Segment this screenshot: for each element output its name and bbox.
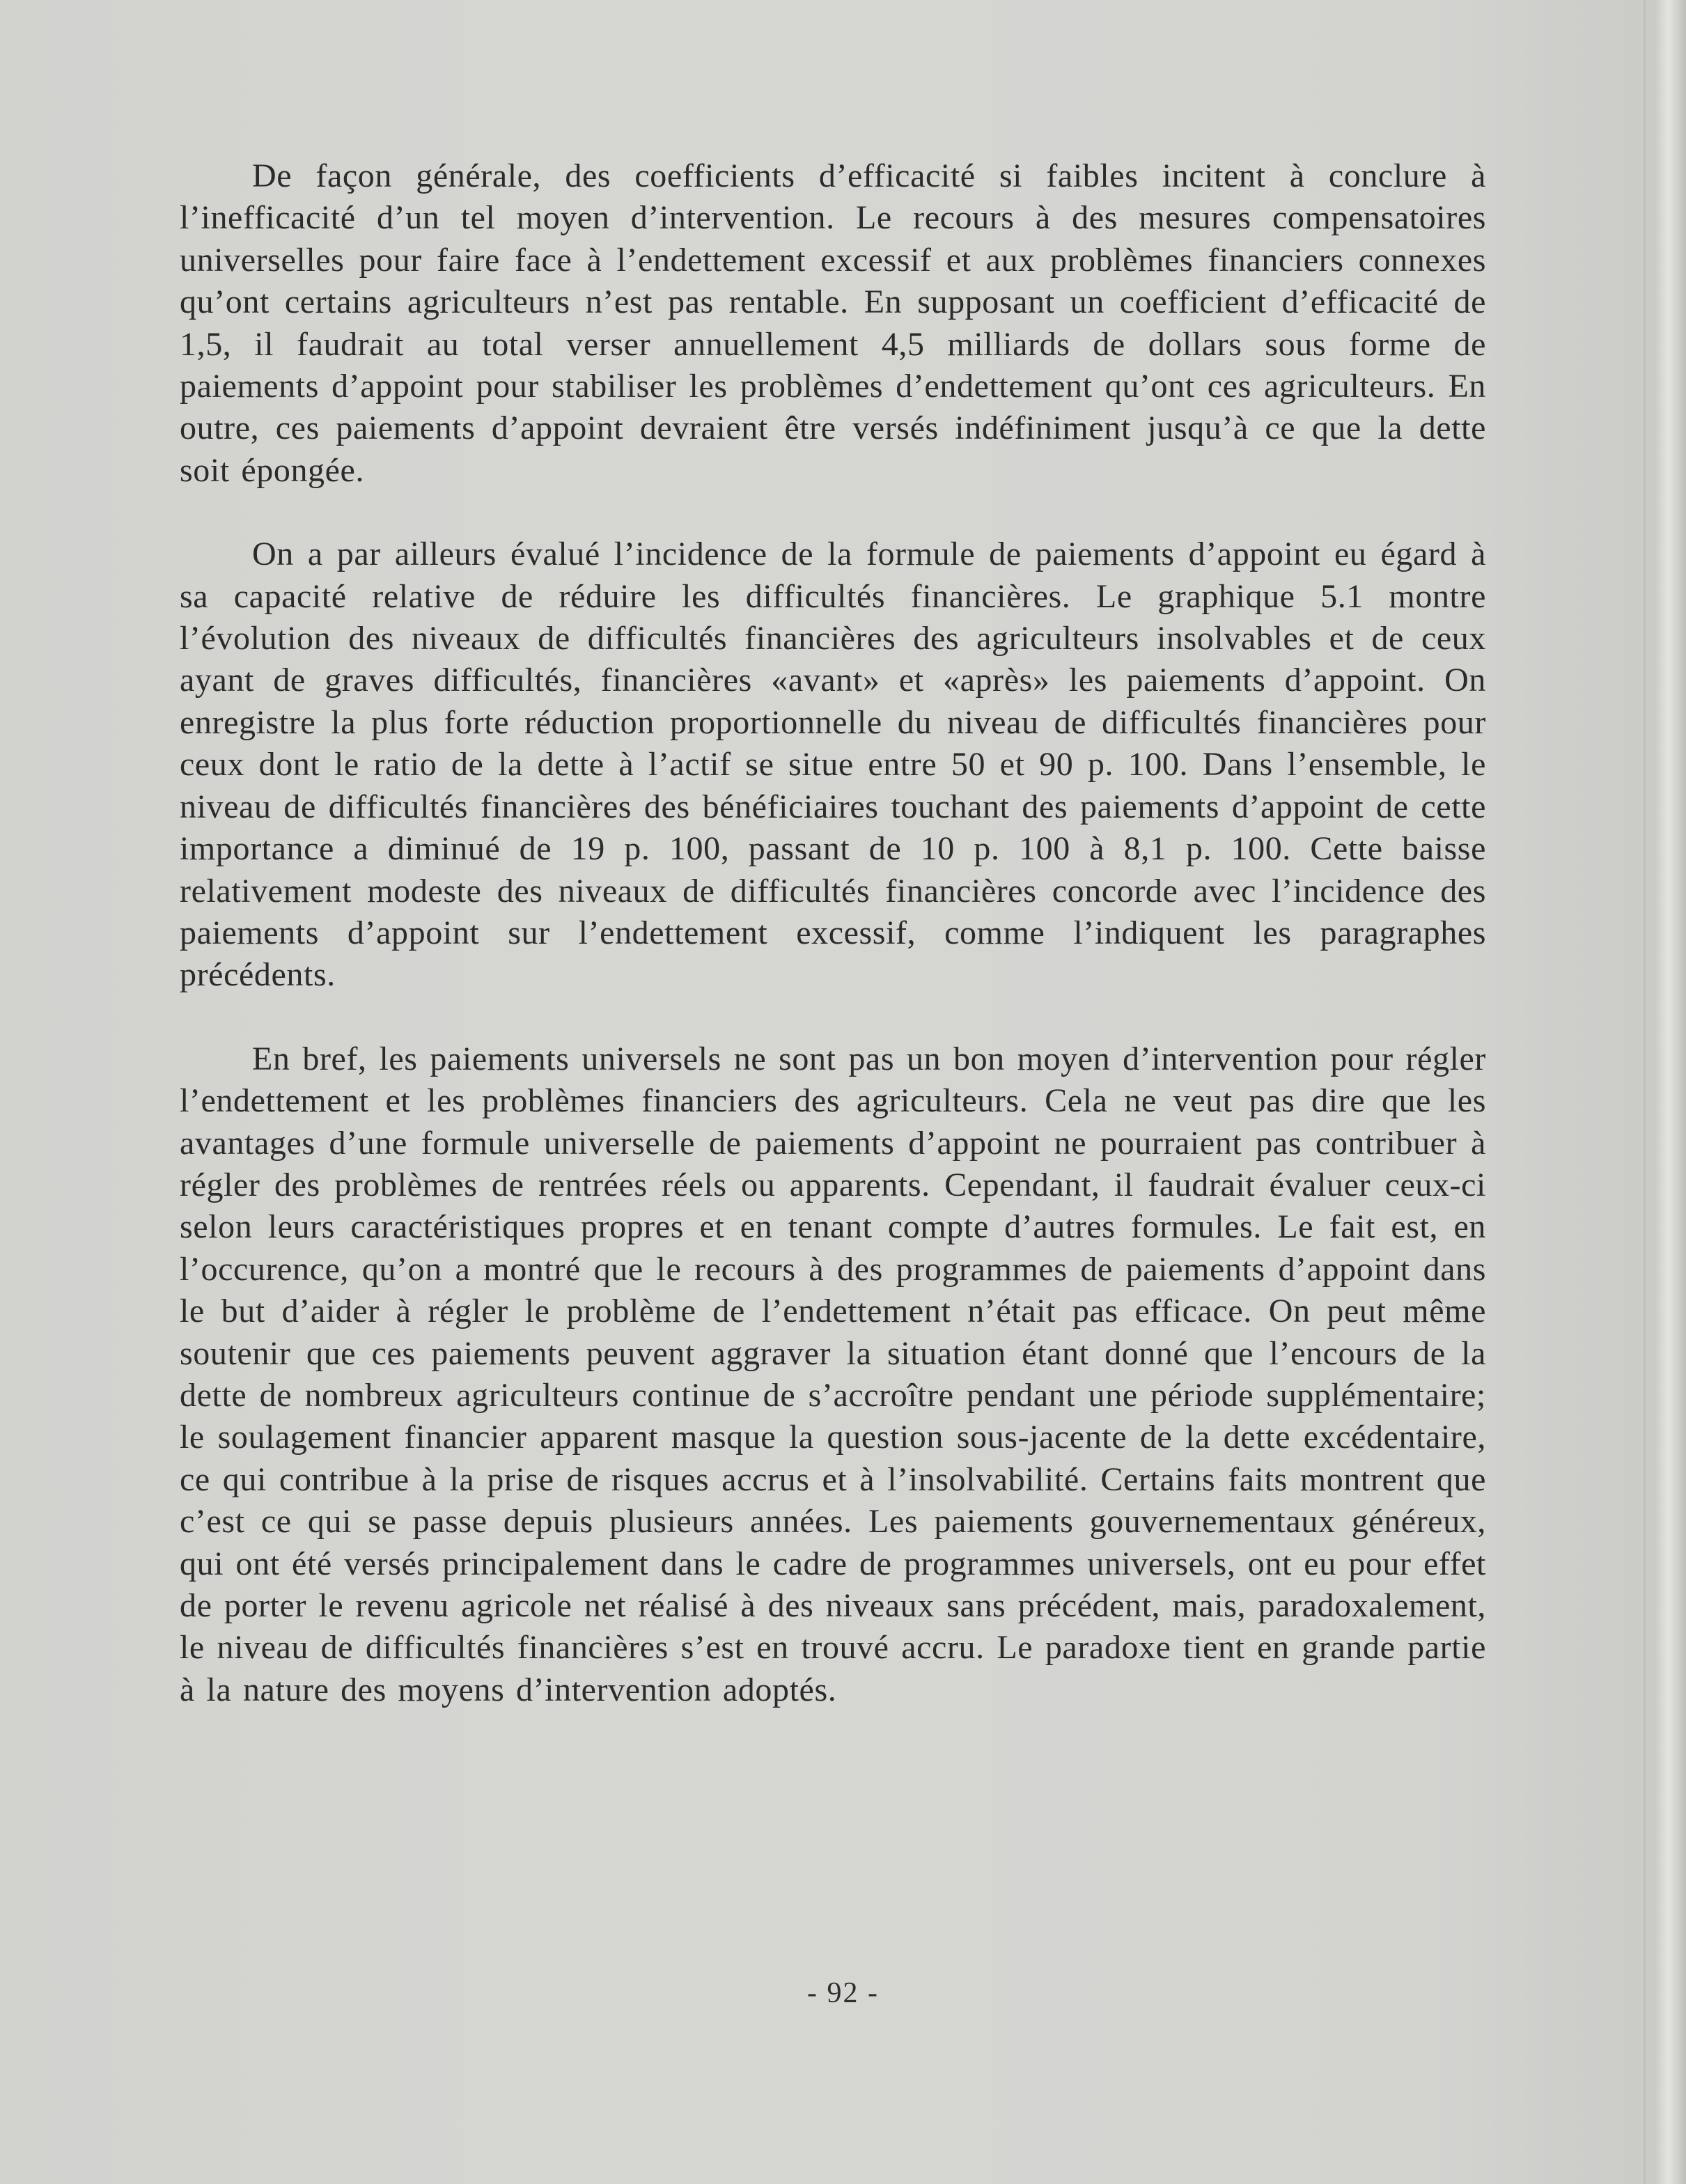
- paragraph-efficiency-coefficients: De façon générale, des coefficients d’efficacité si faibles incitent à conclure à l’inefficacité d’un tel moyen d’intervention. Le recours à des mesures compensatoires universelles pour faire face à l’endettement excessif et aux problèmes financiers connexes qu’ont certains agriculteurs n’est pas rentable. En supposant un coefficient d’efficacité de 1,5, il faudrait au total verser annuellement 4,5 milliards de dollars sous forme de paiements d’appoint pour stabiliser les problèmes d’endettement qu’ont ces agriculteurs. En outre, ces paiements d’appoint devraient être versés indéfiniment jusqu’à ce que la dette soit épongée.: [180, 157, 1486, 489]
- paragraph-universal-payments-conclusion: En bref, les paiements universels ne sont pas un bon moyen d’intervention pour régler l’endettement et les problèmes financiers des agriculteurs. Cela ne veut pas dire que les avantages d’une formule universelle de paiements d’appoint ne pourraient pas contribuer à régler des problèmes de rentrées réels ou apparents. Cependant, il faudrait évaluer ceux-ci selon leurs caractéristiques propres et en tenant compte d’autres formules. Le fait est, en l’occurence, qu’on a montré que le recours à des programmes de paiements d’appoint dans le but d’aider à régler le problème de l’endettement n’était pas efficace. On peut même soutenir que ces paiements peuvent aggraver la situation étant donné que l’encours de la dette de nombreux agriculteurs continue de s’accroître pendant une période supplémentaire; le soulagement financier apparent masque la question sous-jacente de la dette excédentaire, ce qui contribue à la prise de risques accrus et à l’insolvabilité. Certains faits montrent que c’est ce qui se passe depuis plusieurs années. Les paiements gouvernementaux généreux, qui ont été versés principalement dans le cadre de programmes universels, ont eu pour effet de porter le revenu agricole net réalisé à des niveaux sans précédent, mais, paradoxalement, le niveau de difficultés financières s’est en trouvé accru. Le paradoxe tient en grande partie à la nature des moyens d’intervention adoptés.: [180, 1040, 1486, 1708]
- page-edge-shadow: [1644, 0, 1646, 2184]
- paragraph-financial-difficulties: On a par ailleurs évalué l’incidence de la formule de paiements d’appoint eu égard à sa capacité relative de réduire les difficultés financières. Le graphique 5.1 montre l’évolution des niveaux de difficultés financières des agriculteurs insolvables et de ceux ayant de graves difficultés, financières «avant» et «après» les paiements d’appoint. On enregistre la plus forte réduction proportionnelle du niveau de difficultés financières pour ceux dont le ratio de la dette à l’actif se situe entre 50 et 90 p. 100. Dans l’ensemble, le niveau de difficultés financières des bénéficiaires touchant des paiements d’appoint de cette importance a diminué de 19 p. 100, passant de 10 p. 100 à 8,1 p. 100. Cette baisse relativement modeste des niveaux de difficultés financières concorde avec l’incidence des paiements d’appoint sur l’endettement excessif, comme l’indiquent les paragraphes précédents.: [180, 536, 1486, 994]
- page-number: - 92 -: [807, 1977, 879, 2009]
- page-edge: [1654, 0, 1686, 2184]
- body-text: [180, 155, 1486, 1711]
